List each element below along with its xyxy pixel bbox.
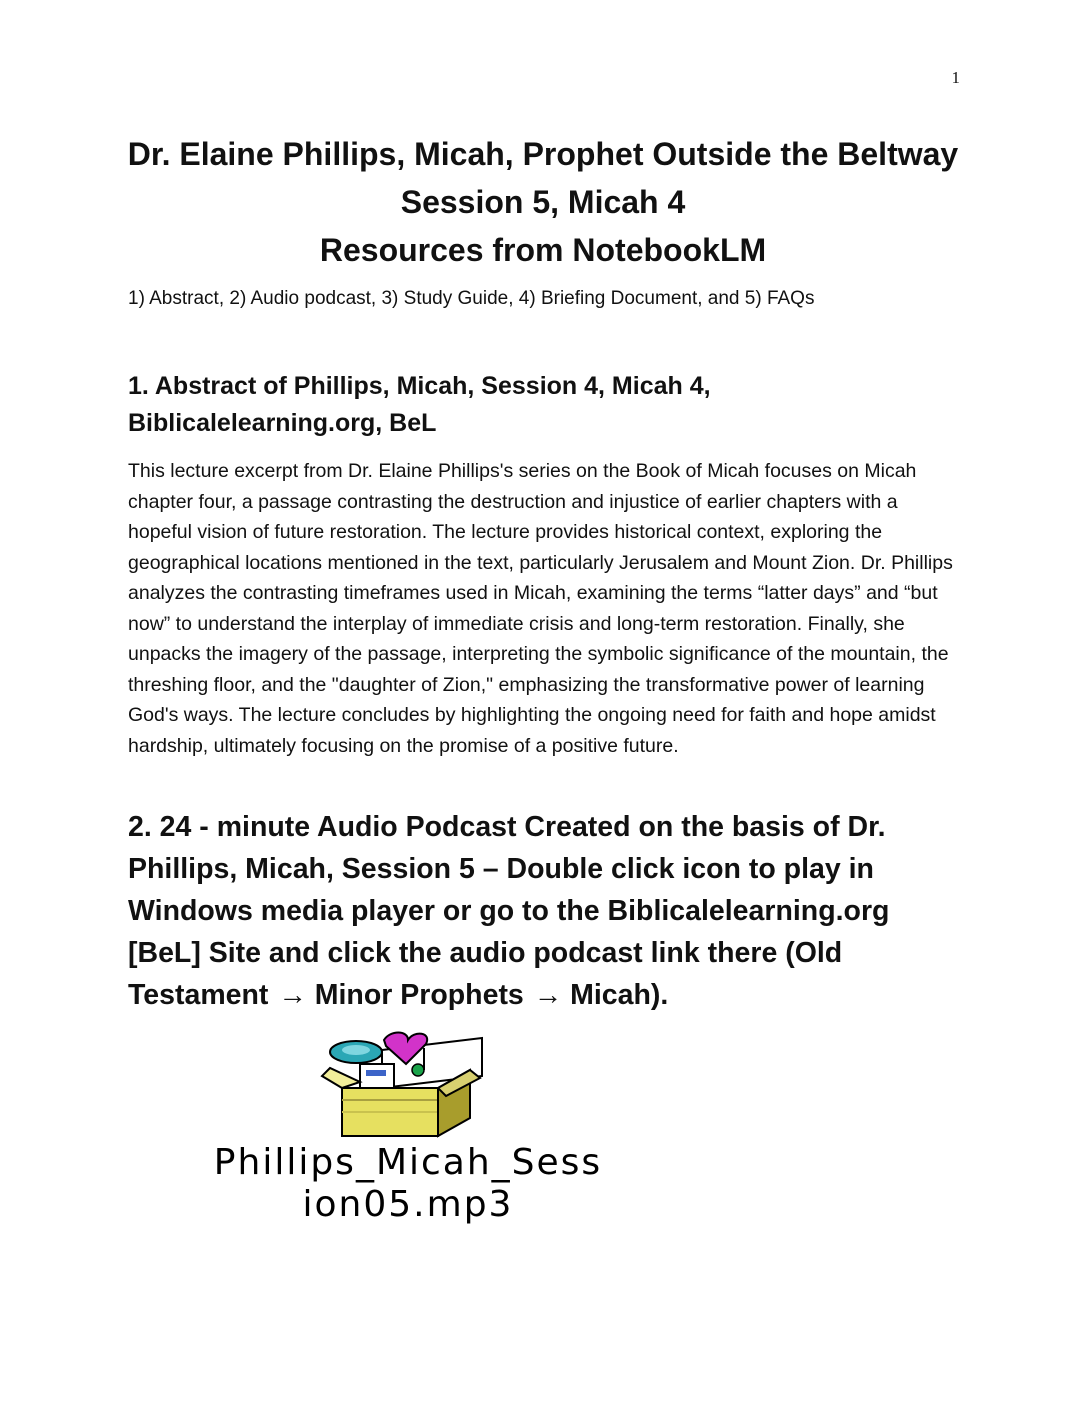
- page-number: 1: [951, 68, 960, 87]
- page-title: [90, 130, 996, 274]
- podcast-heading-text-1: 2. 24 - minute Audio Podcast Created on the basis of Dr. Phillips, Micah, Session 5 – Double click icon to play in Windows media player or go to the Biblicalelearning.org [BeL] Site and click the audio podcast link there (Old Testament: [128, 811, 890, 1011]
- podcast-heading-text-3: Micah).: [562, 979, 669, 1011]
- file-name-line-2: ion05.mp3: [302, 1184, 514, 1225]
- audio-file-attachment[interactable]: [128, 1030, 688, 1230]
- abstract-paragraph: This lecture excerpt from Dr. Elaine Phillips's series on the Book of Micah focuses on Micah chapter four, a passage contrasting the destruction and injustice of earlier chapters with a hopeful vision of future restoration. The lecture provides historical context, exploring the geographical locations mentioned in the text, particularly Jerusalem and Mount Zion. Dr. Phillips analyzes the contrasting timeframes used in Micah, examining the terms “latter days” and “but now” to understand the interplay of immediate crisis and long-term restoration. Finally, she unpacks the imagery of the passage, interpreting the symbolic significance of the mountain, the threshing floor, and the "daughter of Zion," emphasizing the transformative power of learning God's ways. The lecture concludes by highlighting the ongoing need for faith and hope amidst hardship, ultimately focusing on the promise of a positive future.: [128, 460, 953, 757]
- file-name-line-1: Phillips_Micah_Sess: [213, 1142, 603, 1183]
- title-line-2: Session 5, Micah 4: [400, 184, 686, 220]
- podcast-heading-text-2: Minor Prophets: [306, 979, 532, 1011]
- title-line-3: Resources from NotebookLM: [319, 232, 767, 268]
- title-line-1: Dr. Elaine Phillips, Micah, Prophet Outside the Beltway: [127, 136, 959, 172]
- arrow-right-icon: →: [278, 979, 307, 1011]
- podcast-heading: [128, 806, 968, 1016]
- arrow-right-icon: →: [533, 979, 563, 1011]
- package-icon[interactable]: [320, 1030, 490, 1138]
- abstract-heading: 1. Abstract of Phillips, Micah, Session 4, Micah 4, Biblicalelearning.org, BeL: [128, 372, 711, 437]
- resources-list: 1) Abstract, 2) Audio podcast, 3) Study Guide, 4) Briefing Document, and 5) FAQs: [128, 288, 815, 309]
- audio-file-name[interactable]: [128, 1142, 688, 1226]
